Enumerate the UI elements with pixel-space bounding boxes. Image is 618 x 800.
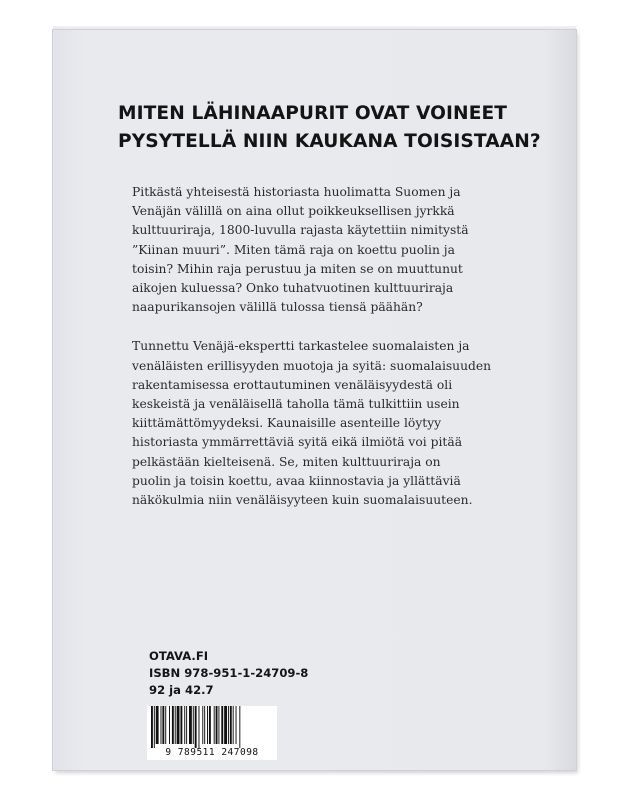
barcode-bar: [228, 706, 229, 744]
text-line: puolin ja toisin koettu, avaa kiinnostavia ja yllättäviä: [132, 473, 461, 488]
barcode-bar: [209, 706, 211, 744]
barcode-bar: [165, 706, 166, 744]
text-line: pelkästään kielteisenä. Se, miten kulttuuriraja on: [132, 454, 441, 469]
blurb: [132, 183, 552, 530]
barcode-bar: [175, 706, 176, 744]
barcode-bar: [172, 706, 174, 744]
barcode-bar: [230, 706, 232, 744]
barcode-bar: [189, 706, 192, 744]
barcode-bar: [239, 706, 240, 748]
publisher-website: OTAVA.FI: [149, 649, 209, 663]
headline-line-1: MITEN LÄHINAAPURIT OVAT VOINEET: [118, 103, 508, 124]
blurb-paragraph-1: [132, 183, 552, 317]
barcode-bar: [184, 706, 185, 744]
barcode-bar: [214, 706, 215, 744]
barcode-digits: 9 789511 247098: [165, 747, 259, 758]
classification-code: 92 ja 42.7: [149, 683, 214, 697]
barcode-bar: [195, 706, 197, 748]
headline: [118, 100, 578, 156]
barcode-bar: [216, 706, 218, 744]
isbn: ISBN 978-951-1-24709-8: [149, 666, 309, 680]
barcode-bar: [204, 706, 205, 744]
barcode-bar: [202, 706, 203, 744]
barcode-bar: [221, 706, 223, 744]
text-line: naapurikansojen välillä tulossa tiensä päähän?: [132, 300, 423, 315]
text-line: keskeistä ja venäläisellä taholla tämä tulkittiin usein: [132, 397, 460, 412]
barcode-bar: [169, 706, 170, 744]
barcode-bar: [236, 706, 237, 744]
text-line: Venäjän välillä on aina ollut poikkeuksellisen jyrkkä: [132, 204, 455, 219]
text-line: historiasta ymmärrettäviä syitä eikä ilmiötä voi pitää: [132, 435, 463, 450]
barcode-bar: [156, 706, 159, 744]
barcode-bar: [233, 706, 234, 744]
barcode-bar: [151, 706, 153, 748]
publisher-info: [149, 648, 308, 699]
barcode-bar: [177, 706, 180, 744]
text-line: kulttuuriraja, 1800-luvulla rajasta käytettiin nimitystä: [132, 223, 469, 238]
barcode-bar: [186, 706, 187, 744]
barcode-bar: [154, 706, 155, 748]
barcode-bar: [161, 706, 162, 744]
text-line: Pitkästä yhteisestä historiasta huolimatta Suomen ja: [132, 185, 461, 199]
blurb-paragraph-2: [132, 337, 552, 510]
barcode-bar: [207, 706, 208, 744]
barcode-bar: [162, 706, 164, 744]
barcode-bars: [147, 706, 277, 748]
text-line: toisin? Mihin raja perustuu ja miten se on muuttunut: [132, 261, 463, 276]
barcode-bar: [224, 706, 227, 744]
barcode-bar: [199, 706, 200, 748]
text-line: rakentamisessa erottautuminen venäläisyydestä oli: [132, 377, 453, 392]
barcode-bar: [218, 706, 219, 744]
headline-line-2: PYSYTELLÄ NIIN KAUKANA TOISISTAAN?: [118, 131, 541, 152]
text-line: ”Kiinan muuri”. Miten tämä raja on koettu puolin ja: [132, 242, 455, 257]
barcode-bar: [193, 706, 194, 744]
text-line: Tunnettu Venäjä-ekspertti tarkastelee suomalaisten ja: [132, 339, 470, 354]
barcode-bar: [180, 706, 182, 744]
text-line: aikojen kuluessa? Onko tuhatvuotinen kulttuuriraja: [132, 281, 454, 296]
text-line: kiittämättömyydeksi. Kaunaisille asenteille löytyy: [132, 416, 442, 431]
text-line: näkökulmia niin venäläisyyteen kuin suomalaisuuteen.: [132, 493, 473, 508]
text-line: venäläisten erillisyyden muotoja ja syitä: suomalaisuuden: [132, 358, 492, 373]
